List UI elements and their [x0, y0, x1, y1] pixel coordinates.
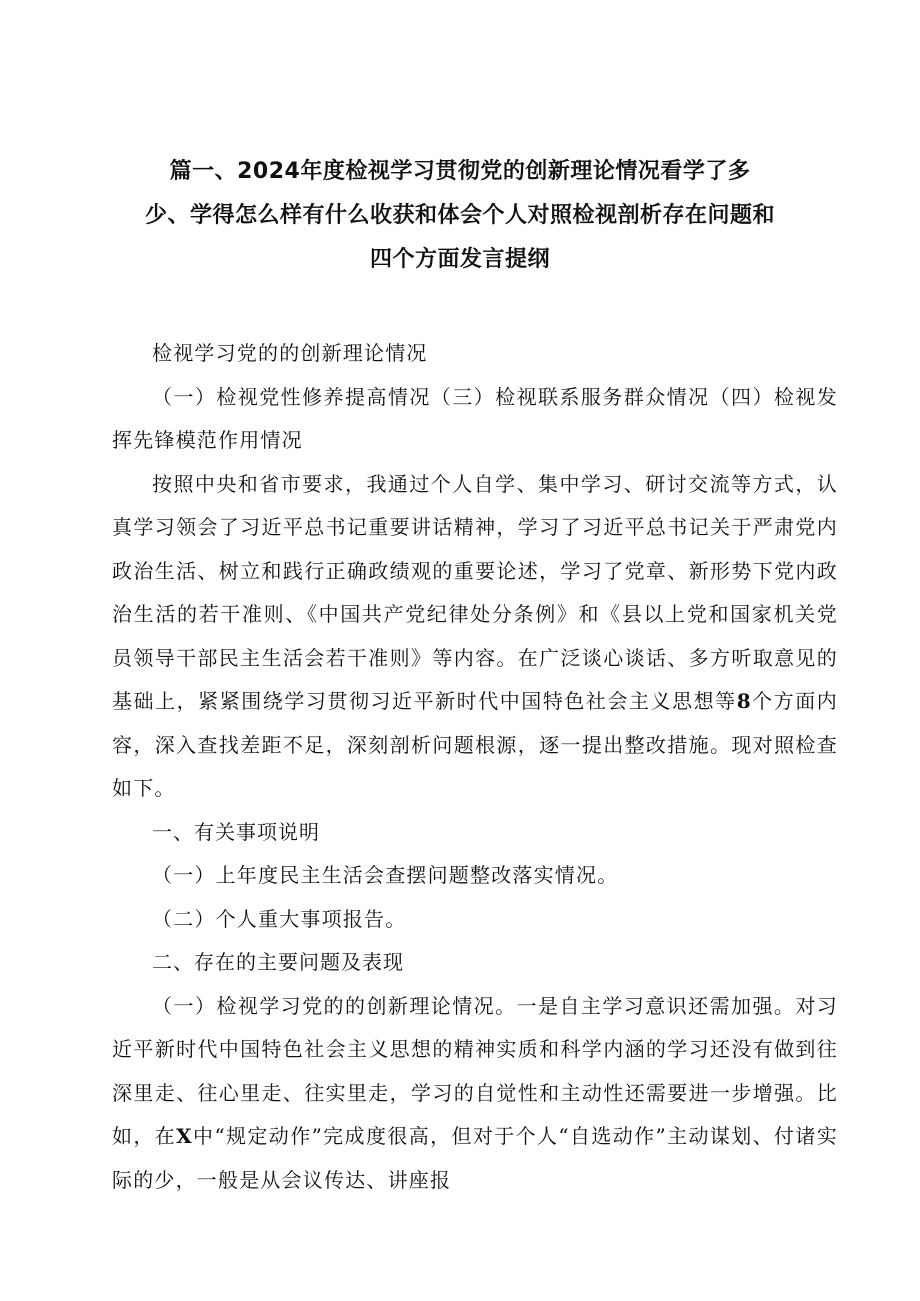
document-body: [112, 332, 838, 1202]
main-paragraph-number: 8: [736, 689, 752, 713]
section-1-item-2: （二）个人重大事项报告。: [152, 906, 407, 931]
section-2-x: X: [176, 1124, 193, 1148]
section-1-item-1: （一）上年度民主生活会查摆问题整改落实情况。: [152, 863, 619, 887]
main-paragraph-text-2: 个方面内容，深入查找差距不足，深刻剖析问题根源，逐一提出整改措施。现对照检查如下。: [112, 689, 838, 800]
title-line-1: 篇一、2024年度检视学习贯彻党的创新理论情况看学了多: [169, 159, 751, 184]
title-line-2: 少、学得怎么样有什么收获和体会个人对照检视剖析存在问题和: [144, 203, 775, 228]
title-line-3: 四个方面发言提纲: [369, 247, 550, 272]
main-paragraph: [112, 463, 838, 811]
section-1-heading: 一、有关事项说明: [152, 819, 320, 844]
intro-line: 检视学习党的的创新理论情况: [152, 341, 428, 365]
document-title: [110, 150, 810, 282]
section-2-paragraph: [112, 985, 838, 1203]
section-2-text-1: （一）检视学习党的的创新理论情况。一是自主学习意识还需加强。对习近平新时代中国特色社会主义思想的精神实质和科学内涵的学习还没有做到往深里走、往心里走、往实里走，学习的自觉性和主动性还需要进一步增强。比如，在: [112, 993, 838, 1148]
section-2-text-2: 中“规定动作”完成度很高，但对于个人“自选动作”主动谋划、付诸实际的少，一般是从会议传达、讲座报: [112, 1124, 838, 1192]
main-paragraph-text-1: 按照中央和省市要求，我通过个人自学、集中学习、研讨交流等方式，认真学习领会了习近平总书记重要讲话精神，学习了习近平总书记关于严肃党内政治生活、树立和践行正确政绩观的重要论述，学习了党章、新形势下党内政治生活的若干准则、《中国共产党纪律处分条例》和《县以上党和国家机关党员领导干部民主生活会若干准则》等内容。在广泛谈心谈话、多方听取意见的基础上，紧紧围绕学习贯彻习近平新时代中国特色社会主义思想等: [112, 471, 838, 713]
intro-items: （一）检视党性修养提高情况（三）检视联系服务群众情况（四）检视发挥先锋模范作用情况: [112, 384, 838, 452]
section-2-heading: 二、存在的主要问题及表现: [152, 950, 404, 974]
